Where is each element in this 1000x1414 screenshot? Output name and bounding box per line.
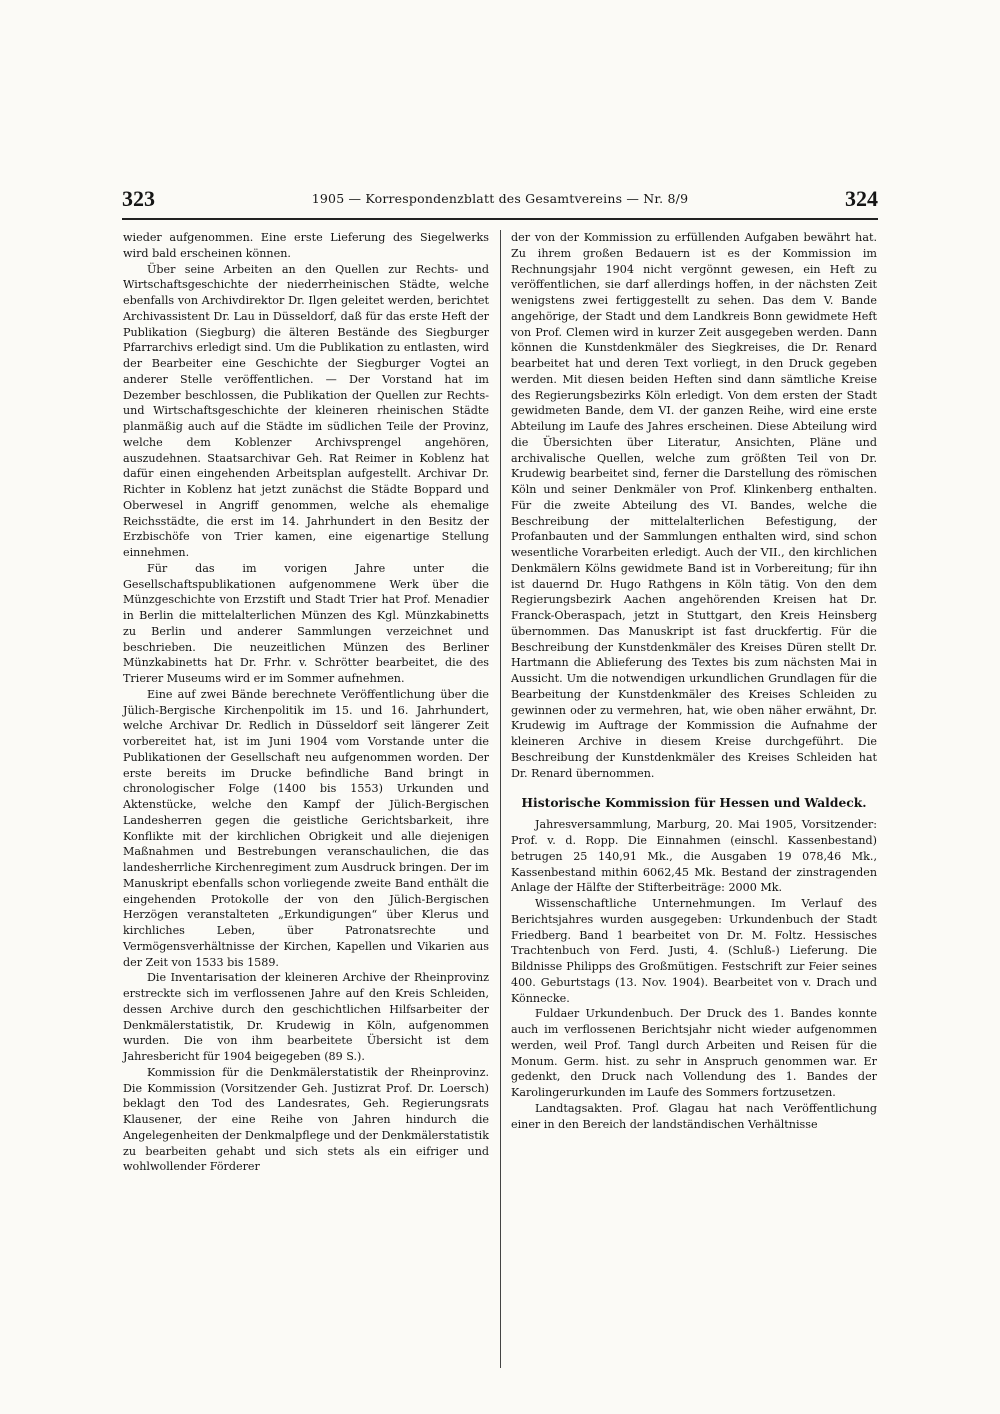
paragraph: Jahresversammlung, Marburg, 20. Mai 1905, Vorsitzender: Prof. v. d. Ropp. Die Einnahmen (einschl. Kassenbestand) betrugen 25 140,91 Mk., die Ausgaben 19 078,46 Mk., Kassenbestand mithin 6062,45 Mk. Bestand der zinstragenden Anlage der Hälfte der Stifterbeiträge: 2000 Mk. (511, 818, 877, 895)
page-number-right: 324 (845, 186, 878, 211)
header-title: 1905 — Korrespondenzblatt des Gesamtvereins — Nr. 8/9 (311, 191, 689, 206)
paragraph: Die Inventarisation der kleineren Archive der Rheinprovinz erstreckte sich im verflossenen Jahre auf den Kreis Schleiden, dessen Archive durch den geschichtlichen Hilfsarbeiter der Denkmälerstatistik, Dr. Krudewig in Köln, aufgenommen wurden. Die von ihm bearbeitete Übersicht ist dem Jahresbericht für 1904 beigegeben (89 S.). (123, 971, 489, 1063)
paragraph: wieder aufgenommen. Eine erste Lieferung des Siegelwerks wird bald erscheinen können. (123, 231, 489, 260)
running-header (122, 186, 878, 220)
paragraph: Wissenschaftliche Unternehmungen. Im Verlauf des Berichtsjahres wurden ausgegeben: Urkundenbuch der Stadt Friedberg. Band 1 bearbeitet von Dr. M. Foltz. Hessisches Trachtenbuch von Ferd. Justi, 4. (Schluß-) Lieferung. Die Bildnisse Philipps des Großmütigen. Festschrift zur Feier seines 400. Geburtstags (13. Nov. 1904). Bearbeitet von v. Drach und Könnecke. (511, 897, 877, 1005)
right-column (511, 230, 877, 1132)
column-divider (500, 230, 501, 1368)
paragraph: Kommission für die Denkmälerstatistik der Rheinprovinz. Die Kommission (Vorsitzender Geh. Justizrat Prof. Dr. Loersch) beklagt den Tod des Landesrates, Geh. Regierungsrats Klausener, der eine Reihe von Jahren hindurch die Angelegenheiten der Denkmalpflege und der Denkmälerstatistik zu bearbeiten gehabt und sich stets als ein eifriger und wohlwollender Förderer (123, 1065, 489, 1174)
paragraph: Fuldaer Urkundenbuch. Der Druck des 1. Bandes konnte auch im verflossenen Berichtsjahr nicht wieder aufgenommen werden, weil Prof. Tangl durch Arbeiten und Reisen für die Monum. Germ. hist. zu sehr in Anspruch genommen war. Er gedenkt, den Druck nach Vollendung des 1. Bandes der Karolingerurkunden im Laufe des Sommers fortzusetzen. (511, 1007, 877, 1099)
paragraph: Landtagsakten. Prof. Glagau hat nach Veröffentlichung einer in den Bereich der landständischen Verhältnisse (511, 1101, 877, 1131)
paragraph: Über seine Arbeiten an den Quellen zur Rechts- und Wirtschaftsgeschichte der niederrheinischen Städte, welche ebenfalls von Archivdirektor Dr. Ilgen geleitet werden, berichtet Archivassistent Dr. Lau in Düsseldorf, daß für das erste Heft der Publikation (Siegburg) die älteren Bestände des Siegburger Pfarrarchivs erledigt sind. Um die Publikation zu entlasten, wird der Bearbeiter eine Geschichte der Siegburger Vogtei an anderer Stelle veröffentlichen. — Der Vorstand hat im Dezember beschlossen, die Publikation der Quellen zur Rechts- und Wirtschaftsgeschichte der kleineren rheinischen Städte planmäßig auch auf die Städte im südlichen Teile der Provinz, welche dem Koblenzer Archivsprengel angehören, auszudehnen. Staatsarchivar Geh. Rat Reimer in Koblenz hat dafür einen eingehenden Arbeitsplan aufgestellt. Archivar Dr. Richter in Koblenz hat jetzt zunächst die Städte Boppard und Oberwesel in Angriff genommen, welche als ehemalige Reichsstädte, die erst im 14. Jahrhundert in den Besitz der Erzbischöfe von Trier kamen, eine eigenartige Stellung einnehmen. (123, 262, 489, 559)
page-number-left: 323 (122, 186, 155, 211)
paragraph: der von der Kommission zu erfüllenden Aufgaben bewährt hat. Zu ihrem großen Bedauern ist es der Kommission im Rechnungsjahr 1904 nicht vergönnt gewesen, ein Heft zu veröffentlichen, sie darf allerdings hoffen, in der nächsten Zeit wenigstens zwei fertiggestellt zu sehen. Das dem V. Bande angehörige, der Stadt und dem Landkreis Bonn gewidmete Heft von Prof. Clemen wird in kurzer Zeit ausgegeben werden. Dann können die Kunstdenkmäler des Siegkreises, die Dr. Renard bearbeitet hat und deren Text vorliegt, in den Druck gegeben werden. Mit diesen beiden Heften sind dann sämtliche Kreise des Regierungsbezirks Köln erledigt. Von dem ersten der Stadt gewidmeten Bande, dem VI. der ganzen Reihe, wird eine erste Abteilung im Laufe des Jahres erscheinen. Diese Abteilung wird die Übersichten über Literatur, Ansichten, Pläne und archivalische Quellen, welche zum größten Teil von Dr. Krudewig bearbeitet sind, ferner die Darstellung des römischen Köln und seiner Denkmäler von Prof. Klinkenberg enthalten. Für die zweite Abteilung des VI. Bandes, welche die Beschreibung der mittelalterlichen Befestigung, der Profanbauten und der Sammlungen enthalten wird, sind schon wesentliche Vorarbeiten erledigt. Auch der VII., den kirchlichen Denkmälern Kölns gewidmete Band ist in Vorbereitung; für ihn ist dauernd Dr. Hugo Rathgens in Köln tätig. Von den dem Regierungsbezirk Aachen angehörenden Kreisen hat Dr. Franck-Oberaspach, jetzt in Stuttgart, den Kreis Heinsberg übernommen. Das Manuskript ist fast druckfertig. Für die Beschreibung der Kunstdenkmäler des Kreises Düren stellt Dr. Hartmann die Ablieferung des Textes bis zum nächsten Mai in Aussicht. Um die notwendigen urkundlichen Grundlagen für die Bearbeitung der Kunstdenkmäler des Kreises Schleiden zu gewinnen oder zu vermehren, hat, wie oben näher erwähnt, Dr. Krudewig im Auftrage der Kommission die Aufnahme der kleineren Archive in diesem Kreise durchgeführt. Die Beschreibung der Kunstdenkmäler des Kreises Schleiden hat Dr. Renard übernommen. (511, 231, 877, 780)
paragraph: Eine auf zwei Bände berechnete Veröffentlichung über die Jülich-Bergische Kirchenpolitik im 15. und 16. Jahrhundert, welche Archivar Dr. Redlich in Düsseldorf seit längerer Zeit vorbereitet hat, ist im Juni 1904 vom Vorstande unter die Publikationen der Gesellschaft neu aufgenommen worden. Der erste bereits im Drucke befindliche Band bringt in chronologischer Folge (1400 bis 1553) Urkunden und Aktenstücke, welche den Kampf der Jülich-Bergischen Landesherren gegen die geistliche Gerichtsbarkeit, ihre Konflikte mit der kirchlichen Obrigkeit und alle diejenigen Maßnahmen und Bestrebungen veranschaulichen, die das landesherrliche Kirchenregiment zum Ausdruck bringen. Der im Manuskript ebenfalls schon vorliegende zweite Band enthält die eingehenden Protokolle der von den Jülich-Bergischen Herzögen veranstalteten „Erkundigungen“ über Klerus und kirchliches Leben, über Patronatsrechte und Vermögensverhältnisse der Kirchen, Kapellen und Vikarien aus der Zeit von 1533 bis 1589. (123, 687, 489, 969)
section-heading: Historische Kommission für Hessen und Waldeck. (521, 795, 867, 811)
left-column (123, 230, 489, 1175)
paragraph: Für das im vorigen Jahre unter die Gesellschaftspublikationen aufgenommene Werk über die Münzgeschichte von Erzstift und Stadt Trier hat Prof. Menadier in Berlin die mittelalterlichen Münzen des Kgl. Münzkabinetts zu Berlin und anderer Sammlungen verzeichnet und beschrieben. Die neuzeitlichen Münzen des Berliner Münzkabinetts hat Dr. Frhr. v. Schrötter bearbeitet, die des Trierer Museums wird er im Sommer aufnehmen. (123, 561, 489, 685)
